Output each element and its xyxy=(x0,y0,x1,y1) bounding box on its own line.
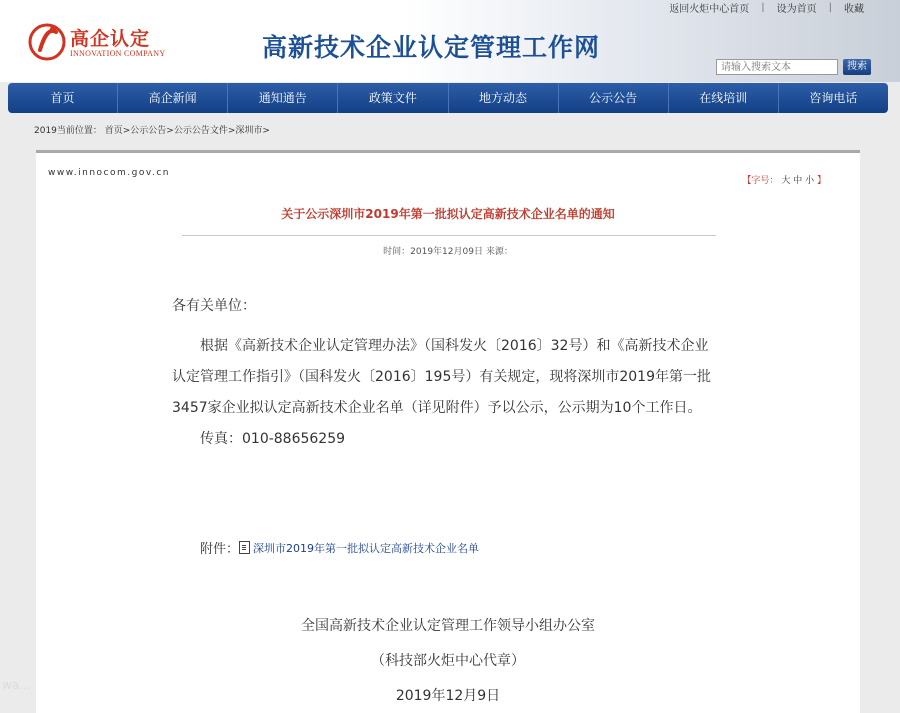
font-size-close: 】 xyxy=(816,176,826,186)
watermark: wa... xyxy=(2,678,31,692)
nav-item-news[interactable]: 高企新闻 xyxy=(118,83,228,113)
main-nav xyxy=(8,83,888,113)
logo-subtext: INNOVATION COMPANY xyxy=(70,49,166,58)
salutation: 各有关单位： xyxy=(172,298,256,314)
site-title: 高新技术企业认定管理工作网 xyxy=(262,33,601,62)
font-size-label: 【字号： xyxy=(742,176,779,186)
attachment xyxy=(200,538,479,557)
font-size-large[interactable]: 大 xyxy=(781,176,791,186)
article-title: 关于公示深圳市2019年第一批拟认定高新技术企业名单的通知 xyxy=(281,207,615,221)
search-button[interactable]: 搜索 xyxy=(843,59,871,75)
attachment-link[interactable] xyxy=(239,540,479,556)
article-meta: 时间：2019年12月09日 来源： xyxy=(383,247,513,257)
innovation-logo-icon xyxy=(26,20,68,62)
attachment-label: 附件： xyxy=(200,542,240,557)
site-logo[interactable] xyxy=(26,20,171,64)
font-size-selector xyxy=(742,173,826,186)
logo-text: 高企认定 xyxy=(70,28,151,50)
title-divider xyxy=(182,235,716,236)
signature-org: 全国高新技术企业认定管理工作领导小组办公室 xyxy=(301,618,595,634)
article-body xyxy=(172,291,720,455)
divider: | xyxy=(761,2,765,13)
site-header xyxy=(0,0,900,82)
signature-seal: （科技部火炬中心代章） xyxy=(371,653,525,669)
article-paragraph: 根据《高新技术企业认定管理办法》（国科发火〔2016〕32号）和《高新技术企业认定管理工作指引》（国科发火〔2016〕195号）有关规定，现将深圳市2019年第一批3457家企业拟认定高新技术企业名单（详见附件）予以公示，公示期为10个工作日。 xyxy=(172,338,711,416)
fax-line: 传真：010-88656259 xyxy=(200,431,346,447)
toplink-bookmark[interactable]: 收藏 xyxy=(844,4,864,15)
font-size-medium[interactable]: 中 xyxy=(793,176,803,186)
nav-item-contact[interactable]: 咨询电话 xyxy=(809,91,858,105)
breadcrumb[interactable]: 2019当前位置： 首页>公示公告>公示公告文件>深圳市> xyxy=(34,126,270,136)
signature-date: 2019年12月9日 xyxy=(395,688,501,704)
font-size-small[interactable]: 小 xyxy=(805,176,815,186)
search-input[interactable]: 请输入搜索文本 xyxy=(716,59,838,75)
attachment-link-text[interactable]: 深圳市2019年第一批拟认定高新技术企业名单 xyxy=(253,541,480,555)
divider: | xyxy=(828,2,832,13)
nav-item-notices[interactable]: 通知通告 xyxy=(228,83,338,113)
nav-item-home[interactable]: 首页 xyxy=(8,83,118,113)
top-links xyxy=(669,0,864,15)
toplink-set-homepage[interactable]: 设为首页 xyxy=(776,4,817,15)
nav-item-policies[interactable]: 政策文件 xyxy=(338,83,448,113)
nav-item-local[interactable]: 地方动态 xyxy=(449,83,559,113)
nav-item-announcements[interactable]: 公示公告 xyxy=(559,83,669,113)
document-icon xyxy=(239,541,250,554)
nav-item-training[interactable]: 在线培训 xyxy=(669,83,779,113)
site-url: www.innocom.gov.cn xyxy=(48,168,170,178)
toplink-home[interactable]: 返回火炬中心首页 xyxy=(669,4,750,15)
article-card xyxy=(36,150,860,713)
